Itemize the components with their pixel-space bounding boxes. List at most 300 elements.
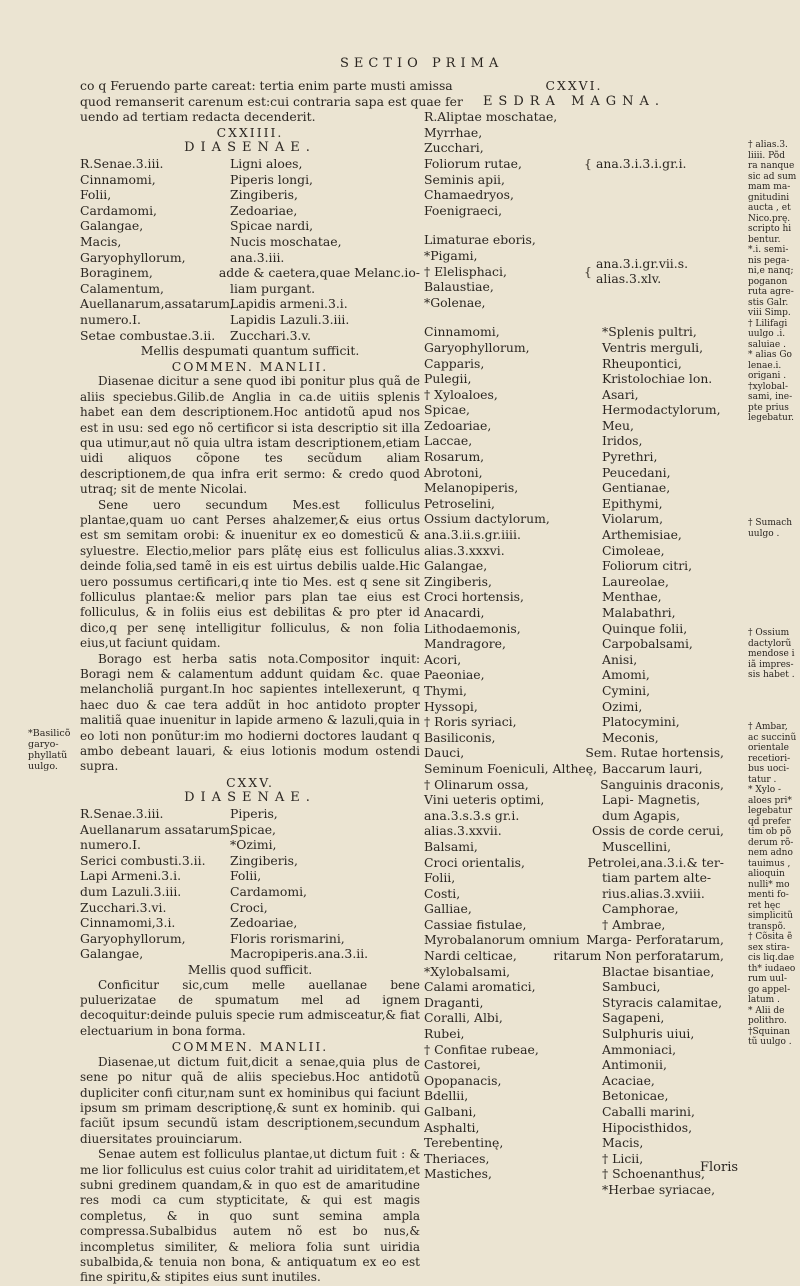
list-cell: Kristolochiae lon. (602, 371, 713, 387)
list-cell: Calamentum, (80, 280, 164, 296)
list-cell: Ossium dactylorum, (424, 511, 550, 527)
list-row (424, 995, 724, 1011)
list-cell: Folii, (424, 870, 456, 886)
list-cell: Iridos, (602, 433, 643, 449)
list-cell: Cardamomi, (230, 884, 307, 899)
list-cell: Vini ueteris optimi, (424, 792, 545, 808)
list-cell: numero.I. (80, 311, 141, 327)
text-line: bus uoci- (748, 764, 790, 774)
list-cell: Nucis moschatae, (230, 233, 342, 249)
list-cell: Garyophyllorum, (80, 930, 186, 946)
list-cell: † Schoenanthus, (602, 1166, 705, 1182)
list-cell: † Ambrae, (602, 916, 666, 932)
list-cell: Camphorae, (602, 901, 679, 917)
text-line: qd̃ prefer (748, 816, 791, 827)
text-line: * Alii de (748, 1005, 785, 1016)
list-row (424, 886, 724, 902)
list-cell: † Olinarum ossa, (424, 776, 529, 792)
list-row (424, 652, 724, 668)
list-row (424, 1088, 724, 1104)
text-line: Nico.prę. (748, 213, 791, 224)
list-cell: Setae combustae.3.ii. (80, 327, 216, 343)
list-row (424, 371, 724, 387)
text-line: go appel- (748, 984, 791, 995)
list-row (80, 250, 420, 266)
chapter-number: CXXIIII. (216, 124, 284, 140)
list-cell: Rheupontici, (602, 355, 682, 371)
list-row (80, 915, 420, 931)
list-row (424, 901, 724, 917)
text-line: sami, ine- (748, 392, 793, 402)
text-line: uulgo. (28, 761, 58, 772)
recipe-closing: Mellis despumati quantum sufficit. (140, 343, 360, 359)
recipe-closing: Mellis quod sufficit. (187, 961, 313, 977)
text-line: Balaustiae, (424, 279, 494, 295)
right-column (424, 78, 724, 1198)
list-cell: liam purgant. (230, 280, 316, 296)
list-row (80, 868, 420, 884)
text-line: Myrrhae, (424, 124, 483, 140)
list-cell: Zedoariae, (424, 417, 492, 433)
list-row (80, 806, 420, 822)
list-row (424, 964, 724, 980)
list-row (424, 1010, 724, 1026)
list-cell: numero.I. (80, 837, 141, 853)
list-cell: adde & caetera,quae Melanc.io- (218, 265, 420, 281)
list-row (424, 855, 724, 871)
recipe-list (80, 156, 420, 343)
text-line: uulgo .i. (748, 329, 786, 339)
list-cell: Lapidis armeni.3.i. (230, 296, 348, 312)
text-line: alias.3.xlv. (596, 271, 662, 287)
margin-note (748, 722, 800, 1048)
text-line: Foliorum rutae, (424, 155, 522, 171)
list-row (424, 340, 724, 356)
ingredient-group (424, 109, 724, 218)
list-cell: Spicae nardi, (230, 218, 314, 234)
list-row (80, 156, 420, 172)
ingredient-group-items (424, 109, 584, 218)
list-cell: Violarum, (602, 511, 664, 527)
list-cell: Sagapeni, (602, 1010, 665, 1026)
list-cell: Cinnamomi,3.i. (80, 915, 176, 931)
list-row (424, 1026, 724, 1042)
list-row (424, 621, 724, 637)
text-line: gnitudini (748, 192, 790, 203)
list-cell: Cassiae fistulae, (424, 916, 527, 932)
list-cell: Zedoariae, (230, 202, 298, 218)
text-line: Seminis apii, (424, 171, 505, 187)
list-row (424, 932, 724, 948)
list-row (424, 761, 724, 777)
text-line: sis habet . (748, 670, 795, 680)
list-cell: Basiliconis, (424, 729, 496, 745)
paragraph: Diasenae dicitur a sene quod ibi ponitur plus quã de aliis speciebus.Gilib.de Anglia in ca.de uitiis splenis habet ean dem descriptionem.Hoc antidotũ apud nos est in usu: sed ego nõ certificor si ista descriptio sit illa qua utimur,aut nõ quia ultra istam descriptionem,etiam uidi aliquos cõpone tes secũdum aliam descriptionem,de qua infra erit sermo: & credo quod utraq; sit de mente Nicolai. (80, 374, 420, 497)
catchword: Floris (700, 1160, 739, 1175)
text-line: transpõ. (748, 921, 786, 932)
list-cell: Galliae, (424, 901, 472, 917)
list-row (424, 917, 724, 933)
running-head: SECTIO PRIMA (340, 56, 504, 71)
text-line: cis liq.dae (748, 953, 795, 963)
list-cell: Nardi celticae, (424, 948, 517, 964)
text-line: ni,e nanq; (748, 266, 794, 276)
list-row (424, 589, 724, 605)
list-cell: Marga- Perforatarum, (586, 932, 724, 948)
list-cell: Zucchari.3.vi. (80, 899, 167, 915)
list-cell: ana.3.ii.s.gr.iiii. (424, 527, 521, 543)
list-cell: Sulphuris uiui, (602, 1026, 695, 1042)
list-cell: Dauci, (424, 745, 465, 761)
list-cell: Foliorum citri, (602, 558, 693, 574)
text-line: alioquin (748, 869, 785, 879)
list-cell: Ventris merguli, (602, 339, 704, 355)
list-cell: Amomi, (602, 667, 650, 683)
list-cell: Galangae, (80, 946, 144, 962)
list-cell: Epithymi, (602, 495, 663, 511)
list-row (424, 465, 724, 481)
list-cell: Zingiberis, (230, 187, 298, 203)
list-row (424, 605, 724, 621)
list-row (424, 558, 724, 574)
text-line: rum uul- (748, 974, 788, 984)
list-row (424, 777, 724, 793)
list-cell: Zingiberis, (424, 573, 492, 589)
text-line: derum rõ- (748, 837, 794, 848)
text-line: nulli* mo (748, 879, 790, 890)
list-row (424, 496, 724, 512)
text-line: mendose i (748, 649, 795, 659)
list-cell: Meconis, (602, 729, 659, 745)
text-line: * Xylo - (748, 785, 782, 795)
list-cell: Baccarum lauri, (602, 760, 703, 776)
list-cell: alias.3.xxxvi. (424, 542, 505, 558)
list-row (424, 948, 724, 964)
list-cell: Muscellini, (602, 838, 672, 854)
list-cell: *Xylobalsami, (424, 963, 511, 979)
list-cell: Pulegii, (424, 371, 472, 387)
text-line: Limaturae eboris, (424, 232, 536, 248)
text-line: simplicitũ (748, 911, 793, 921)
list-cell: Hipocisthidos, (602, 1119, 693, 1135)
list-row (424, 1151, 724, 1167)
list-cell: Auellanarum assatarum, (80, 821, 234, 837)
list-cell: Gentianae, (602, 480, 671, 496)
text-line: tũ uulgo . (748, 1037, 792, 1047)
list-row (424, 1104, 724, 1120)
text-line: *Golenae, (424, 294, 486, 310)
list-cell: Mandragore, (424, 636, 506, 652)
list-row (424, 418, 724, 434)
list-cell: Draganti, (424, 994, 484, 1010)
list-cell: Antimonii, (602, 1057, 667, 1073)
text-line: phyllatũ (28, 750, 68, 761)
list-cell: Asphalti, (424, 1119, 480, 1135)
list-cell: Calami aromatici, (424, 979, 536, 995)
list-cell: Cymini, (602, 682, 651, 698)
list-cell: Petrolei,ana.3.i.& ter- (587, 854, 724, 870)
list-row (424, 792, 724, 808)
text-line: ra nanque (748, 161, 795, 171)
list-cell: Cinnamomi, (424, 324, 500, 340)
list-cell: Anisi, (602, 651, 638, 667)
list-row (80, 187, 420, 203)
list-cell: Rosarum, (424, 449, 485, 465)
chapter-title: DIASENAE. (184, 140, 316, 156)
margin-note (748, 140, 800, 424)
list-cell: Garyophyllorum, (80, 249, 186, 265)
list-cell: Zingiberis, (230, 852, 298, 868)
text-line: menti fo- (748, 890, 789, 900)
list-cell: Betonicae, (602, 1088, 669, 1104)
text-line: ret hęc (748, 900, 781, 911)
text-line: † Sumach (748, 518, 793, 528)
chapter-title: DIASENAE. (184, 790, 316, 806)
list-cell: *Herbae syriacae, (602, 1181, 716, 1197)
text-line: saluiae . (748, 339, 786, 350)
text-line: quod remanserit carenum est:cui contraria sapa est quae fer (80, 93, 463, 109)
list-row (80, 281, 420, 297)
list-cell: *Splenis pultri, (602, 324, 697, 340)
list-cell: Galangae, (424, 558, 488, 574)
list-cell: alias.3.xxvii. (424, 823, 502, 839)
list-cell: Myrobalanorum omnium (424, 932, 580, 948)
list-cell: Galbani, (424, 1104, 477, 1119)
ingredient-list (424, 324, 724, 1197)
list-row (80, 946, 420, 962)
text-line: iã impres- (748, 659, 794, 670)
text-line: orientale (748, 743, 789, 753)
list-row (424, 387, 724, 403)
list-cell: Rubei, (424, 1026, 465, 1042)
text-line: *Pigami, (424, 247, 478, 263)
text-line: ac succinũ (748, 732, 797, 743)
list-cell: † Licii, (602, 1150, 644, 1166)
list-cell: Sambuci, (602, 979, 661, 995)
list-cell: Spicae, (424, 402, 470, 418)
list-row (424, 449, 724, 465)
group-dose: ana.3.i.3.i.gr.i. (596, 155, 687, 171)
list-cell: Auellanarum,assatarum, (80, 296, 234, 312)
paragraph: Sene uero secundum Mes.est folliculus plantae,quam uo cant Perses ahalzemer,& eius ortus est sm semitam orobi: & inuenitur ex eo domesticũ & syluestre. Electio,melior pars plãtę eius est folliculus deinde folia,sed tamẽ in eis est uirtus debilis ualde.Hic uero possumus certificari,q inte tio Mes. est q sene sit folliculus plantae:& melior pars plan tae eius est folliculus, & in foliis eius est debilitas & pro pter id dico,q per senę intelligitur folliculus, & non folia eius,ut faciunt quidam. (80, 497, 420, 651)
list-row (80, 203, 420, 219)
list-cell: Floris rorismarini, (230, 930, 345, 946)
list-cell: ritarum Non perforatarum, (553, 948, 724, 964)
list-row (424, 1073, 724, 1089)
paragraph: Senae autem est folliculus plantae,ut dictum fuit : & me lior folliculus est cuius color trahit ad uiriditatem,et subni gredinem quandam,& in quo est de amaritudine res modi ca cum stypticitate, & qui est magis completus, & in quo sunt semina ampla compressa.Subalbidus autem nõ est bo nus,& incompletus similiter, & meliora folia sunt uiridia subalbida,& tenuia non bona, & antiquatum ex eo est fine spiritu,& stipites eius sunt inutiles. (80, 1147, 420, 1285)
list-cell: Garyophyllorum, (424, 339, 530, 355)
text-line: tim ob põ (748, 827, 792, 837)
list-cell: Platocymini, (602, 714, 680, 730)
list-row (80, 172, 420, 188)
list-cell: Zedoariae, (230, 915, 298, 931)
text-line: ruta agre- (748, 287, 794, 297)
list-row (80, 822, 420, 838)
list-cell: Petroselini, (424, 495, 495, 511)
margin-note (748, 518, 800, 539)
text-line: recetiori- (748, 753, 791, 764)
list-cell: *Ozimi, (230, 837, 277, 853)
list-cell: Lapi- Magnetis, (602, 792, 701, 808)
list-cell: dum Agapis, (602, 807, 681, 823)
text-line: viii Simp. (748, 308, 791, 318)
list-row (424, 402, 724, 418)
text-line: † Elelisphaci, (424, 263, 507, 279)
list-row (424, 745, 724, 761)
list-row (424, 839, 724, 855)
list-cell: R.Senae.3.iii. (80, 155, 164, 171)
text-line: stis Galr. (748, 297, 789, 308)
list-cell: Menthae, (602, 589, 662, 605)
list-cell: Terebentinę, (424, 1135, 504, 1151)
list-row (424, 511, 724, 527)
brace-icon: { (584, 155, 592, 171)
text-line: lenae.i. (748, 360, 782, 371)
list-cell: Cimoleae, (602, 542, 665, 558)
list-cell: Ozimi, (602, 698, 643, 714)
list-row (80, 853, 420, 869)
commentary-title: COMMEN. MANLII. (171, 358, 329, 374)
list-cell: Folii, (230, 868, 262, 884)
list-cell: Piperis longi, (230, 171, 313, 187)
text-line: polithro. (748, 1016, 787, 1026)
text-line: scripto hi (748, 224, 792, 234)
paragraph: Borago est herba satis nota.Compositor inquit: Boragi nem & calamentum addunt quidam &c. quae melancholiã purgant.In hoc sapientes intellexerunt, q haec duo & cae tera addũt in hoc antidoto propter malitiã quae inuenitur in lapide armeno & lazuli,quia in eo loti non ponũtur:im mo hodierni doctores laudant q ambo debeant lauari, & eius lotionis modum ostendi supra. (80, 651, 420, 774)
list-cell: Peucedani, (602, 464, 671, 480)
text-line: † alias.3. (748, 140, 788, 150)
list-cell: Blactae bisantiae, (602, 963, 715, 979)
list-cell: Laccae, (424, 433, 473, 449)
text-line: * alias Go (748, 350, 792, 360)
list-cell: Carpobalsami, (602, 636, 693, 652)
list-cell: Macis, (80, 233, 122, 249)
text-line: legebatur (748, 806, 793, 816)
text-line: †Squinan (748, 1026, 791, 1037)
text-line: nis pega- (748, 255, 790, 266)
chapter-number: CXXV. (226, 774, 274, 790)
list-cell: Castorei, (424, 1057, 481, 1073)
list-row (424, 714, 724, 730)
list-cell: Seminum Foeniculi, Altheę, (424, 760, 598, 776)
text-line: †xylobal- (748, 381, 789, 392)
list-row (80, 884, 420, 900)
list-row (80, 218, 420, 234)
list-cell: Acori, (424, 651, 462, 667)
list-cell: Styracis calamitae, (602, 994, 723, 1010)
list-row (424, 667, 724, 683)
text-line: ana.3.i.gr.vii.s. (596, 255, 689, 271)
list-cell: Piperis, (230, 806, 278, 822)
list-cell: Serici combusti.3.ii. (80, 852, 206, 868)
list-row (80, 312, 420, 328)
ingredient-group (424, 232, 724, 310)
list-cell: Folii, (80, 187, 112, 203)
commentary-text (80, 1055, 420, 1286)
list-cell: Laureolae, (602, 573, 669, 589)
list-cell: Meu, (602, 417, 634, 433)
list-row (80, 931, 420, 947)
text-line: R.Aliptae moschatae, (424, 109, 558, 125)
text-line: liiii. Põd (748, 150, 785, 161)
list-cell: Melanopiperis, (424, 480, 519, 496)
list-row (80, 837, 420, 853)
list-row (424, 699, 724, 715)
list-cell: Pyrethri, (602, 449, 658, 465)
text-line: aloes pri* (748, 795, 792, 806)
list-cell: Zucchari.3.v. (230, 327, 311, 343)
list-row (424, 979, 724, 995)
list-cell: Macropiperis.ana.3.ii. (230, 946, 369, 962)
list-row (424, 356, 724, 372)
text-line: dactylorũ (748, 638, 792, 649)
text-line: uendo ad tertiam redacta decenderit. (80, 109, 316, 125)
list-cell: Ligni aloes, (230, 155, 303, 171)
list-row (80, 296, 420, 312)
list-cell: tiam partem alte- (602, 870, 712, 886)
list-row (424, 574, 724, 590)
text-line: pte prius (748, 402, 789, 413)
commentary-title: COMMEN. MANLII. (171, 1039, 329, 1055)
list-row (424, 730, 724, 746)
list-cell: Capparis, (424, 355, 485, 371)
text-line: aucta , et (748, 203, 791, 213)
list-cell: Caballi marini, (602, 1104, 695, 1119)
list-cell: Lapi Armeni.3.i. (80, 868, 182, 884)
list-row (424, 1057, 724, 1073)
text-line: Zucchari, (424, 140, 484, 156)
list-row (424, 1135, 724, 1151)
list-row (424, 1166, 724, 1182)
chapter-number: CXXVI. (545, 78, 603, 93)
list-row (80, 900, 420, 916)
list-row (424, 636, 724, 652)
list-cell: Sanguinis draconis, (600, 776, 724, 792)
list-row (424, 823, 724, 839)
list-cell: Ossis de corde cerui, (592, 823, 724, 839)
list-cell: Spicae, (230, 821, 276, 837)
ingredient-group-items (424, 232, 584, 310)
list-row (424, 433, 724, 449)
list-cell: Malabathri, (602, 605, 676, 620)
list-cell: Croci hortensis, (424, 589, 524, 605)
text-line: legebatur. (748, 413, 795, 423)
list-cell: Anacardi, (424, 605, 485, 620)
text-line: sex stira- (748, 942, 790, 953)
text-line: † Cõsita ẽ (748, 932, 793, 942)
text-line: † Ambar, (748, 722, 788, 732)
list-row (424, 1042, 724, 1058)
list-cell: Opopanacis, (424, 1072, 502, 1088)
list-cell: Galangae, (80, 218, 144, 234)
list-cell: Hermodactylorum, (602, 402, 721, 418)
text-line: origani . (748, 371, 787, 381)
list-row (80, 328, 420, 344)
group-dose (596, 256, 688, 287)
list-cell: Quinque folii, (602, 620, 688, 636)
list-cell: Acaciae, (602, 1072, 655, 1088)
text-line: sic ad sum (748, 171, 797, 182)
list-row (80, 234, 420, 250)
list-cell: Hyssopi, (424, 698, 478, 714)
list-row (424, 480, 724, 496)
chapter-title: ESDRA MAGNA. (482, 93, 666, 109)
list-cell: ana.3.s.3.s gr.i. (424, 807, 520, 823)
list-cell: Sem. Rutae hortensis, (585, 745, 724, 761)
list-cell: rius.alias.3.xviii. (602, 885, 705, 901)
list-row (424, 870, 724, 886)
list-cell: Asari, (602, 386, 639, 402)
commentary-text (80, 374, 420, 775)
